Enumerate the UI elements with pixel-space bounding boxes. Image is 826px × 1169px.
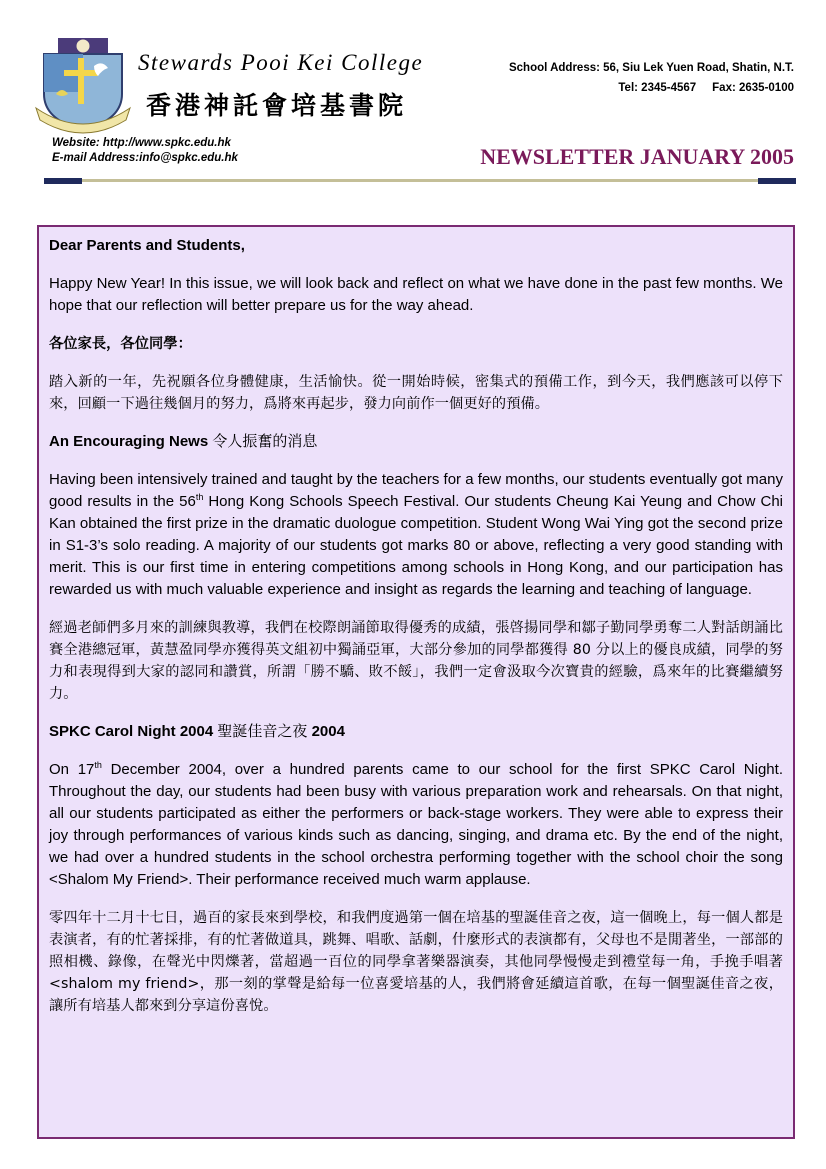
heading-english: An Encouraging News	[49, 433, 209, 450]
carol-night-english	[49, 759, 783, 891]
speech-festival-english	[49, 469, 783, 601]
school-crest-icon	[34, 36, 132, 136]
school-contact	[509, 58, 794, 98]
speech-festival-chinese: 經過老師們多月來的訓練與教導，我們在校際朗誦節取得優秀的成績，張啓揚同學和鄒子勤同學勇奪二人對話朗誦比賽全港總冠軍，黃慧盈同學亦獲得英文組初中獨誦亞軍，大部分參加的同學都獲得 80 分以上的優良成績，同學的努力和表現得到大家的認同和讚賞，所謂「勝不驕、敗不餒」，我們一定會汲取今次寶貴的經驗，爲來年的比賽繼續努力。	[49, 620, 783, 702]
greeting-english: Dear Parents and Students,	[49, 237, 245, 254]
intro-chinese: 踏入新的一年，先祝願各位身體健康，生活愉快。從一開始時候，密集式的預備工作，到今天，我們應該可以停下來，回顧一下過往幾個月的努力，爲將來再起步，發力向前作一個更好的預備。	[49, 374, 783, 412]
website-link[interactable]: Website: http://www.spkc.edu.hk	[52, 137, 231, 149]
email-link[interactable]: E-mail Address:info@spkc.edu.hk	[52, 152, 238, 164]
carol-night-chinese: 零四年十二月十七日，過百的家長來到學校，和我們度過第一個在培基的聖誕佳音之夜，這一個晚上，每一個人都是表演者，有的忙著採排，有的忙著做道具，跳舞、唱歌、話劇，什麼形式的表演都有，父母也不是閒著坐，一部部的照相機、錄像，在聲光中閃爍著，當超過一百位的同學拿著樂器演奏，其他同學慢慢走到禮堂每一角，手挽手唱著<shalom my friend>，那一刻的掌聲是給每一位喜愛培基的人，我們將會延續這首歌，在每一個聖誕佳音之夜，讓所有培基人都來到分享這份喜悅。	[49, 910, 783, 1014]
tel-fax: Tel: 2345-4567 Fax: 2635-0100	[618, 82, 794, 94]
superscript: th	[94, 760, 102, 770]
newsletter-title: NEWSLETTER JANUARY 2005	[480, 144, 794, 169]
divider-right-cap	[758, 178, 796, 184]
heading-chinese: 令人振奮的消息	[212, 433, 318, 450]
text-part: December 2004, over a hundred parents came to our school for the first SPKC Carol Night. Throughout the day, our students had been busy with various preparation work and rehearsals. On that night, all our students participated as either the performers or back-stage workers. They were able to express their joy through performances of various kinds such as dancing, singing, and drama etc. By the end of the night, we had over a hundred students in the school orchestra performing together with the school choir the song <Shalom My Friend>. Their performance received much warm applause.	[49, 761, 783, 888]
newsletter-content	[37, 225, 795, 1139]
text-part: On 17	[49, 761, 95, 778]
heading-english: SPKC Carol Night 2004	[49, 723, 214, 740]
school-address: School Address: 56, Siu Lek Yuen Road, Shatin, N.T.	[508, 62, 794, 74]
divider-line	[82, 179, 758, 182]
section-heading-carol-night	[49, 721, 783, 743]
school-name-english: Stewards Pooi Kei College	[138, 50, 424, 75]
greeting-chinese: 各位家長，各位同學：	[49, 336, 192, 352]
school-name-chinese: 香港神託會培基書院	[146, 91, 408, 120]
section-heading-encouraging-news	[49, 431, 783, 453]
heading-chinese: 聖誕佳音之夜	[217, 723, 308, 740]
text-part: Hong Kong Schools Speech Festival. Our students Cheung Kai Yeung and Chow Chi Kan obtained the first prize in the dramatic duologue competition. Student Wong Wai Ying got the second prize in S1-3’s solo reading. A majority of our students got marks 80 or above, reflecting a very good standing with merit. This is our first time in entering competitions among schools in Hong Kong, and our participation has rewarded us with much valuable experience and insight as regards the learning and teaching of language.	[49, 493, 783, 598]
divider-left-cap	[44, 178, 82, 184]
header-divider	[44, 178, 796, 184]
web-contact	[52, 136, 238, 166]
intro-english: Happy New Year! In this issue, we will look back and reflect on what we have done in the past few months. We hope that our reflection will better prepare us for the way ahead.	[49, 275, 783, 314]
superscript: th	[195, 492, 204, 502]
text-part: Having been intensively trained and taught by the teachers for a few months, our students eventually got many good results in the 56	[49, 471, 783, 510]
heading-year: 2004	[311, 723, 345, 740]
